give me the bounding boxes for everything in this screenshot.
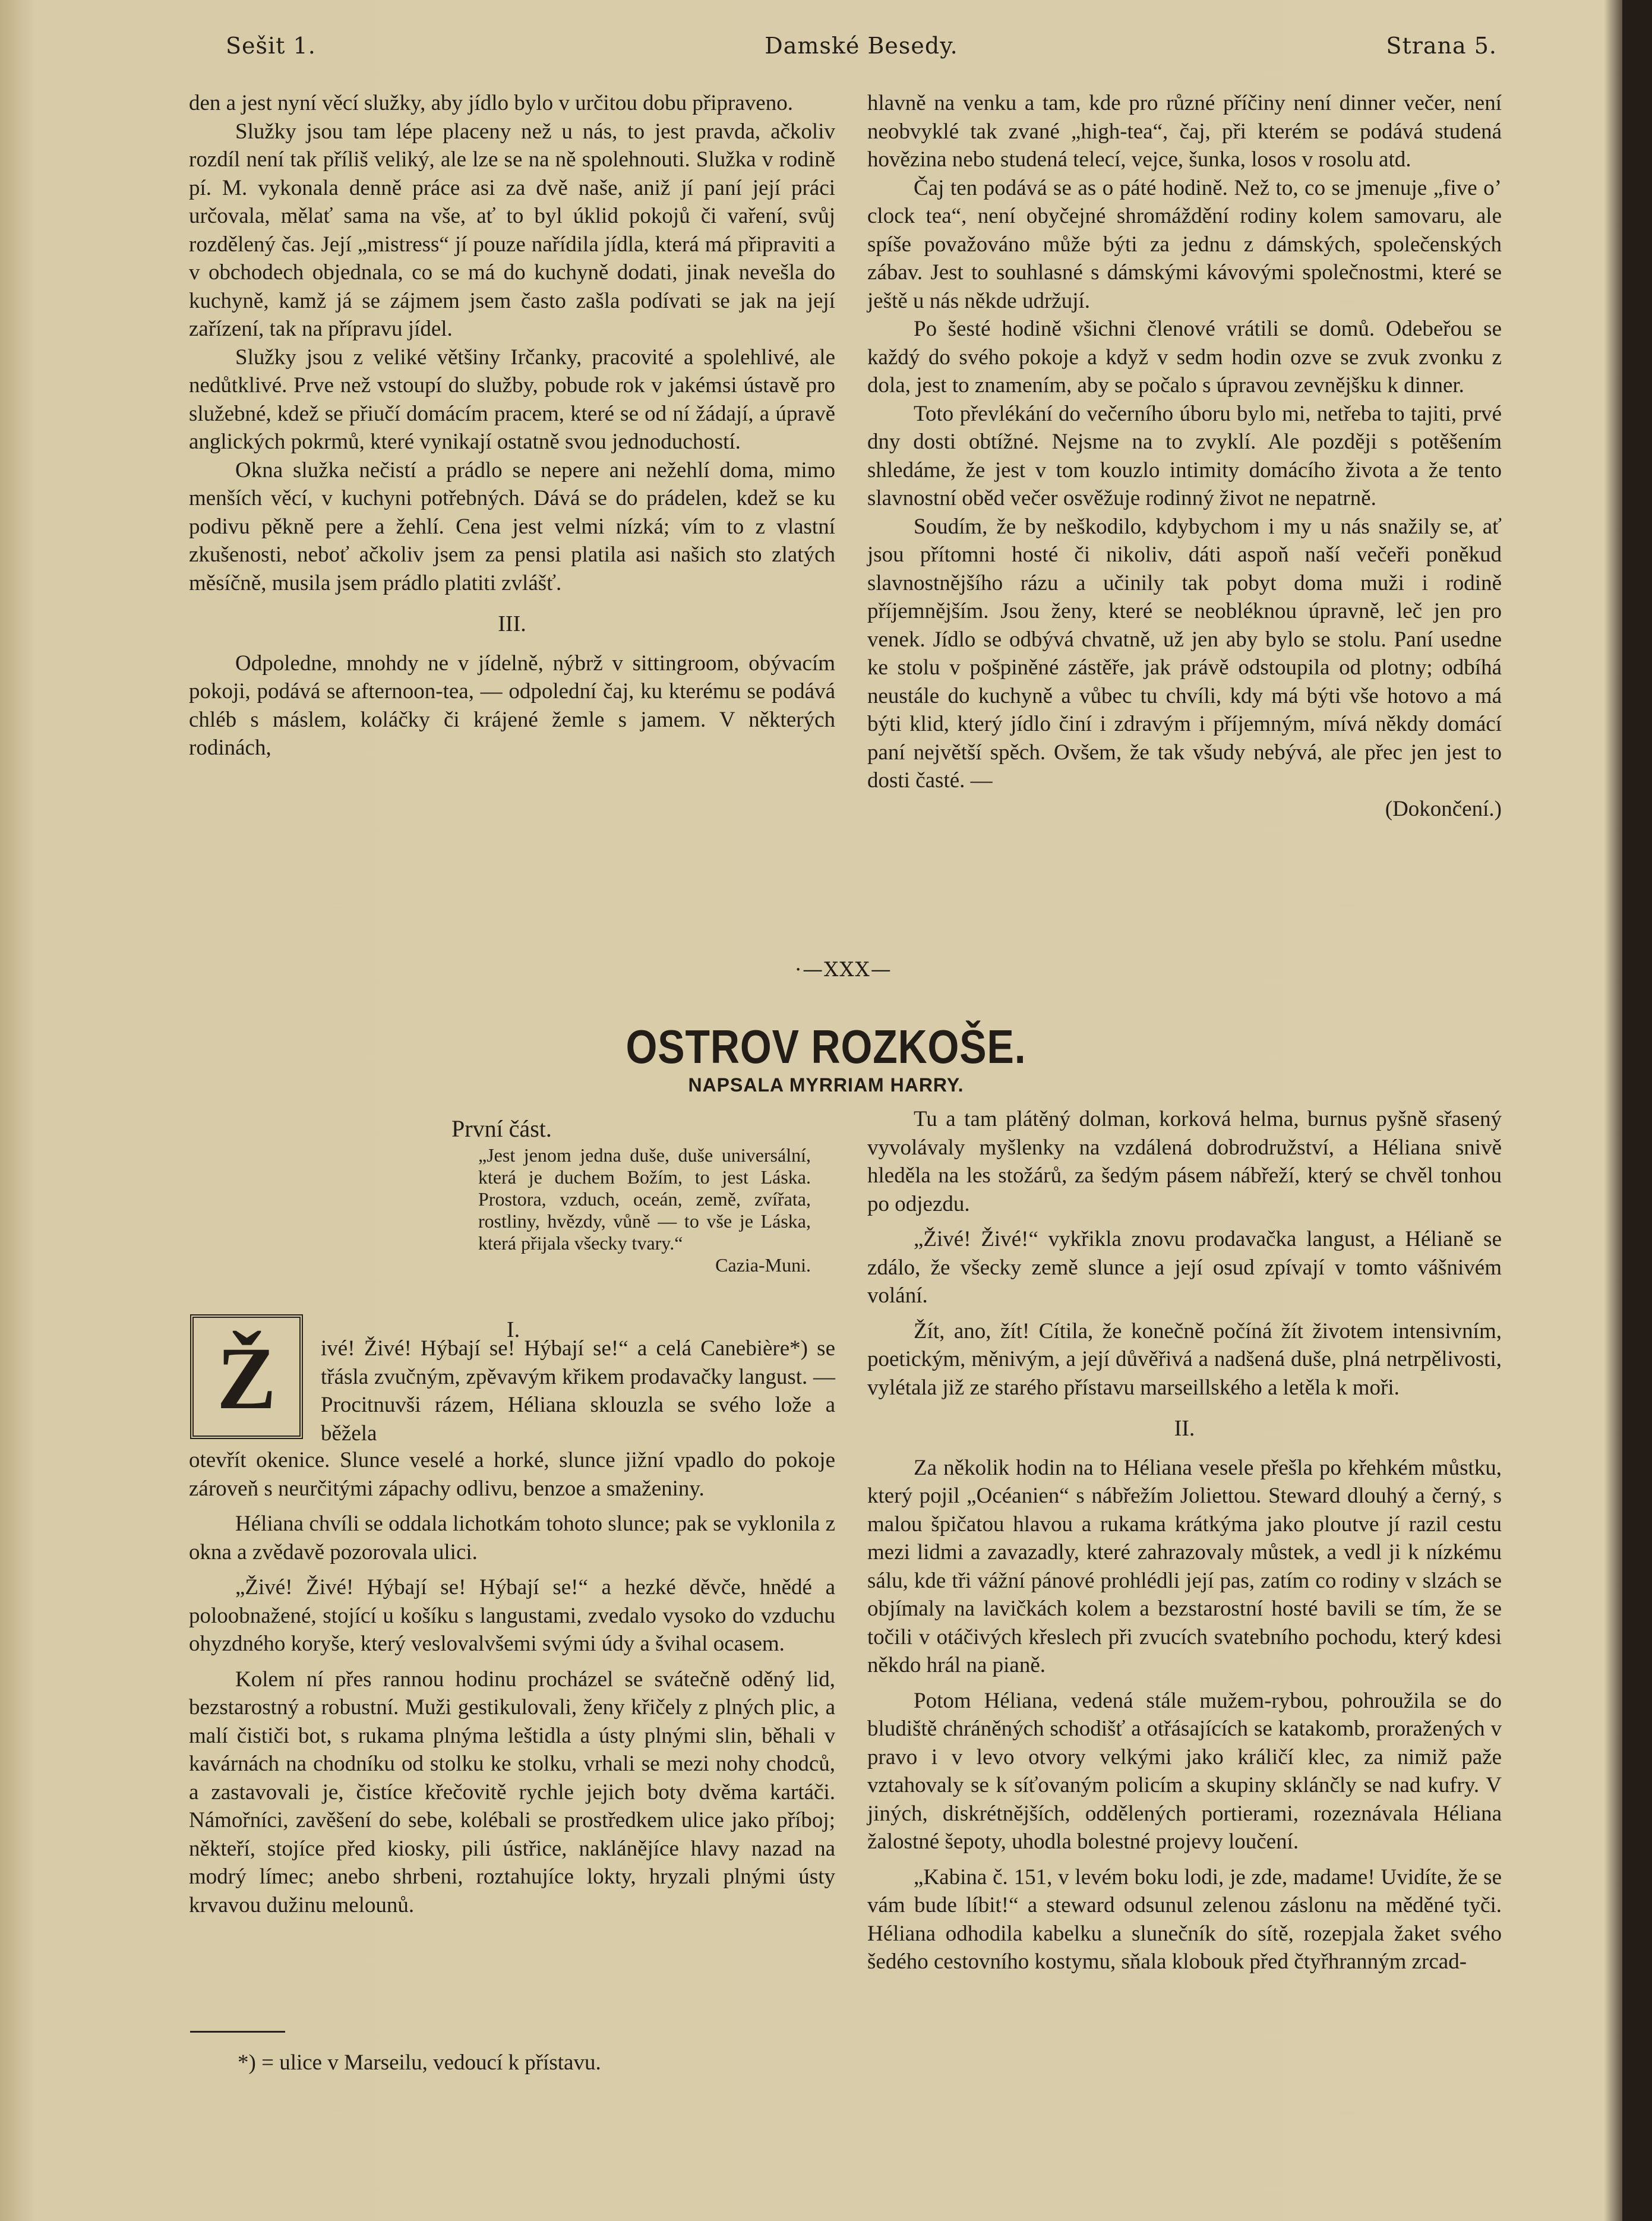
footnote: *) = ulice v Marseilu, vedoucí k přístavu. [238, 2050, 601, 2075]
epigraph-text: „Jest jenom jedna duše, duše universální, která je duchem Božím, to jest Láska. Prostora, vzduch, oceán, země, zvířata, rostliny, hvězdy, vůně — to vše je Láska, která přijala všecky tvary.“ [478, 1144, 811, 1254]
section-heading: II. [1174, 1416, 1195, 1441]
page-edge [1622, 0, 1652, 2221]
drop-cap [190, 1314, 303, 1439]
section-heading: III. [498, 611, 526, 636]
paragraph: otevřít okenice. Slunce veselé a horké, slunce jižní vpadlo do pokoje zároveň s neurčitými zápachy odlivu, benzoe a smaženiny. [189, 1448, 835, 1501]
opening-text: ivé! Živé! Hýbají se! Hýbají se!“ a celá Canebière*) se třásla zvučným, zpěvavým křikem prodavačky langust. — Procitnuvši rázem, Héliana sklouzla se svého lože a běžela [321, 1336, 835, 1446]
paragraph: Služky jsou tam lépe placeny než u nás, to jest pravda, ačkoliv rozdíl není tak příliš veliký, ale lze se na ně spolehnouti. Služka v rodině pí. M. vykonala denně práce asi za dvě naše, aniž jí paní její práci určovala, mělať sama na vše, ať to byl úklid pokojů či vaření, svůj rozdělený čas. Její „mistress“ jí pouze nařídila jídla, která má připraviti a v obchodech objednala, co se má do kuchyně dodati, jinak nevešla do kuchyně, kamž já se zájmem jsem často zašla podívati se jak na její zařízení, tak na přípravu jídel. [189, 119, 835, 341]
column-3 [189, 1446, 835, 1926]
story-title: OSTROV ROZKOŠE. [626, 1020, 1026, 1073]
paragraph: Kolem ní přes rannou hodinu procházel se svátečně oděný lid, bezstarostný a robustní. Muži gestikulovali, ženy křičely z plných plic, a malí čističi bot, s rukama plnýma leštidla a ústy plnými slin, běhali v kavárnách na chodníku od stolku ke stolku, vrhali se mezi nohy chodců, a zastavovali je, čistíce křečovitě rychle jejich boty dvěma kartáči. Námořníci, zavěšení do sebe, kolébali se prostředkem ulice jako příboj; někteří, stojíce před kiosky, pili ústřice, naklánějíce hlavy nazad na modrý límec; anebo shrbeni, roztahujíce lokty, hryzali plnými ústy krvavou dužinu melounů. [189, 1667, 835, 1917]
column-1 [189, 89, 835, 762]
to-be-continued: (Dokončení.) [1385, 796, 1502, 821]
paragraph: Služky jsou z veliké většiny Irčanky, pracovité a spolehlivé, ale nedůtklivé. Prve než vstoupí do služby, pobude rok v jakémsi ústavě pro služebné, kdež se přiučí domácím pracem, které se od ní žádají, a úpravě anglických pokrmů, které vynikají ostatně svou jednoduchostí. [189, 345, 835, 454]
paragraph: „Živé! Živé! Hýbají se! Hýbají se!“ a hezké děvče, hnědé a poloobnažené, stojící u košíku s langustami, zvedalo vysoko do vzduchu ohyzdného koryše, který veslovalvšemi svými údy a švihal ocasem. [189, 1575, 835, 1656]
running-header [226, 33, 1497, 74]
page-number: Strana 5. [1386, 33, 1497, 59]
paragraph: Toto převlékání do večerního úboru bylo mi, netřeba to tajiti, prvé dny dosti obtížné. Nejsme na to zvyklí. Ale později s potěšením shledáme, že jest v tom kouzlo intimity domácího života a že tento slavnostní oběd večer osvěžuje rodinný život ne nepatrně. [867, 401, 1502, 510]
story-author: NAPSALA MYRRIAM HARRY. [688, 1074, 964, 1096]
divider-ornament: ·—XXX— [795, 958, 892, 982]
paragraph: Soudím, že by neškodilo, kdybychom i my u nás snažily se, ať jsou přítomni hosté či nikoliv, dáti aspoň naší večeři poněkud slavnostnějšího rázu a učinily tak pobyt doma muži i rodině příjemnějším. Jsou ženy, které se neobléknou úpravně, leč jen pro venek. Jídlo se odbývá chvatně, už jen aby bylo se stolu. Paní usedne ke stolu v pošpiněné zástěře, jak právě odstoupila od plotny; odbíhá neustále do kuchyně a vůbec tu chvíli, kdy má býti vše hotovo a má býti klid, který jídlo činí i zdravým i příjemným, mívá někdy domácí paní největší spěch. Ovšem, že tak všudy nebývá, ale přec jen jest to dosti časté. — [867, 514, 1502, 793]
part-label: První část. [451, 1115, 552, 1142]
paragraph: hlavně na venku a tam, kde pro různé příčiny není dinner večer, není neobvyklé tak zvané „high-tea“, čaj, při kterém se podává studená hovězina nebo studená telecí, vejce, šunka, losos v rosolu atd. [867, 91, 1502, 172]
paragraph: Po šesté hodině všichni členové vrátili se domů. Odebeřou se každý do svého pokoje a když v sedm hodin ozve se zvuk zvonku z dola, jest to znamením, aby se počalo s úpravou zevnějšku k dinner. [867, 317, 1502, 397]
paragraph: Za několik hodin na to Héliana vesele přešla po křehkém můstku, který pojil „Océanien“ s nábřežím Joliettou. Steward dlouhý a černý, s malou špičatou hlavou a rukama krátkýma jako ploutve jí razil cestu mezi lidmi a zavazadly, které zahrazovaly můstek, a vedl ji k nízkému sálu, kde tři vážní pánové prohlédli její pas, zatím co rodiny v slzách se objímaly na lavičkách kolem a bezstarostní hosté bavili se tím, že se točili v otáčivých křeslech při zvucích svatebního pochodu, který kdesi někdo hrál na pianě. [867, 1455, 1502, 1677]
magazine-title: Damské Besedy. [765, 33, 958, 59]
epigraph-source: Cazia-Muni. [715, 1254, 811, 1276]
footnote-rule [190, 2031, 285, 2033]
paragraph: Tu a tam plátěný dolman, korková helma, burnus pyšně sřasený vyvolávaly myšlenky na vzdálená dobrodružství, a Héliana snivě hleděla na les stožárů, za šedým pásem nábřeží, který se chvěl tonhou po odjezdu. [867, 1107, 1502, 1216]
paragraph: Potom Héliana, vedená stále mužem-rybou, pohroužila se do bludiště chráněných schodišť a otřásajících se katakomb, proražených v pravo i v levo otvory velkými jako králičí klec, za nimiž paže vztahovaly se k síťovaným policím a skupiny sklánčly se nad kufry. V jiných, diskrétnějších, oddělených portierami, rozeznávala Héliana žalostné šepoty, uhodla bolestné projevy loučení. [867, 1688, 1502, 1854]
issue-label: Sešit 1. [226, 33, 316, 59]
paragraph: Okna služka nečistí a prádlo se nepere ani nežehlí doma, mimo menších věcí, v kuchyni potřebných. Dává se do prádelen, kdež se ku podivu pěkně pere a žehlí. Cena jest velmi nízká; vím to z vlastní zkušenosti, neboť ačkoliv jsem za pensi platila asi našich sto zlatých měsíčně, musila jsem prádlo platiti zvlášť. [189, 458, 835, 595]
column-2 [867, 89, 1502, 823]
paragraph: „Živé! Živé!“ vykřikla znovu prodavačka langust, a Hélianě se zdálo, že všecky země slunce a její osud zpívají v tomto vášnivém volání. [867, 1227, 1502, 1308]
column-4 [867, 1105, 1502, 1983]
paragraph: Héliana chvíli se oddala lichotkám tohoto slunce; pak se vyklonila z okna a zvědavě pozorovala ulici. [189, 1512, 835, 1564]
drop-cap-letter: Ž [216, 1329, 277, 1428]
paragraph: „Kabina č. 151, v levém boku lodi, je zde, madame! Uvidíte, že se vám bude líbit!“ a steward odsunul zelenou záslonu na měděné tyči. Héliana odhodila kabelku a slunečník do sítě, rozepjala žaket svého šedého cestovního kostymu, sňala klobouk před čtyřhranným zrcad- [867, 1864, 1502, 1974]
paragraph: Odpoledne, mnohdy ne v jídelně, nýbrž v sittingroom, obývacím pokoji, podává se afternoon-tea, — odpolední čaj, ku kterému se podává chléb s máslem, koláčky či krájené žemle s jamem. V některých rodinách, [189, 651, 835, 760]
paragraph: Čaj ten podává se as o páté hodině. Než to, co se jmenuje „five o’ clock tea“, není obyčejné shromáždění rodiny kolem samovaru, ale spíše považováno může býti za jednu z dámských, společenských zábav. Jest to souhlasné s dámskými kávovými společnostmi, které se ještě u nás někde udržují. [867, 175, 1502, 313]
epigraph [478, 1144, 811, 1276]
section-heading: I. [506, 1317, 520, 1342]
paragraph: den a jest nyní věcí služky, aby jídlo bylo v určitou dobu připraveno. [189, 91, 793, 115]
paragraph: Žít, ano, žít! Cítila, že konečně počíná žít životem intensivním, poetickým, měnivým, a její důvěřivá a nadšená duše, plná netrpělivosti, vylétala již ze starého přístavu marseillského a letěla k moři. [867, 1318, 1502, 1400]
